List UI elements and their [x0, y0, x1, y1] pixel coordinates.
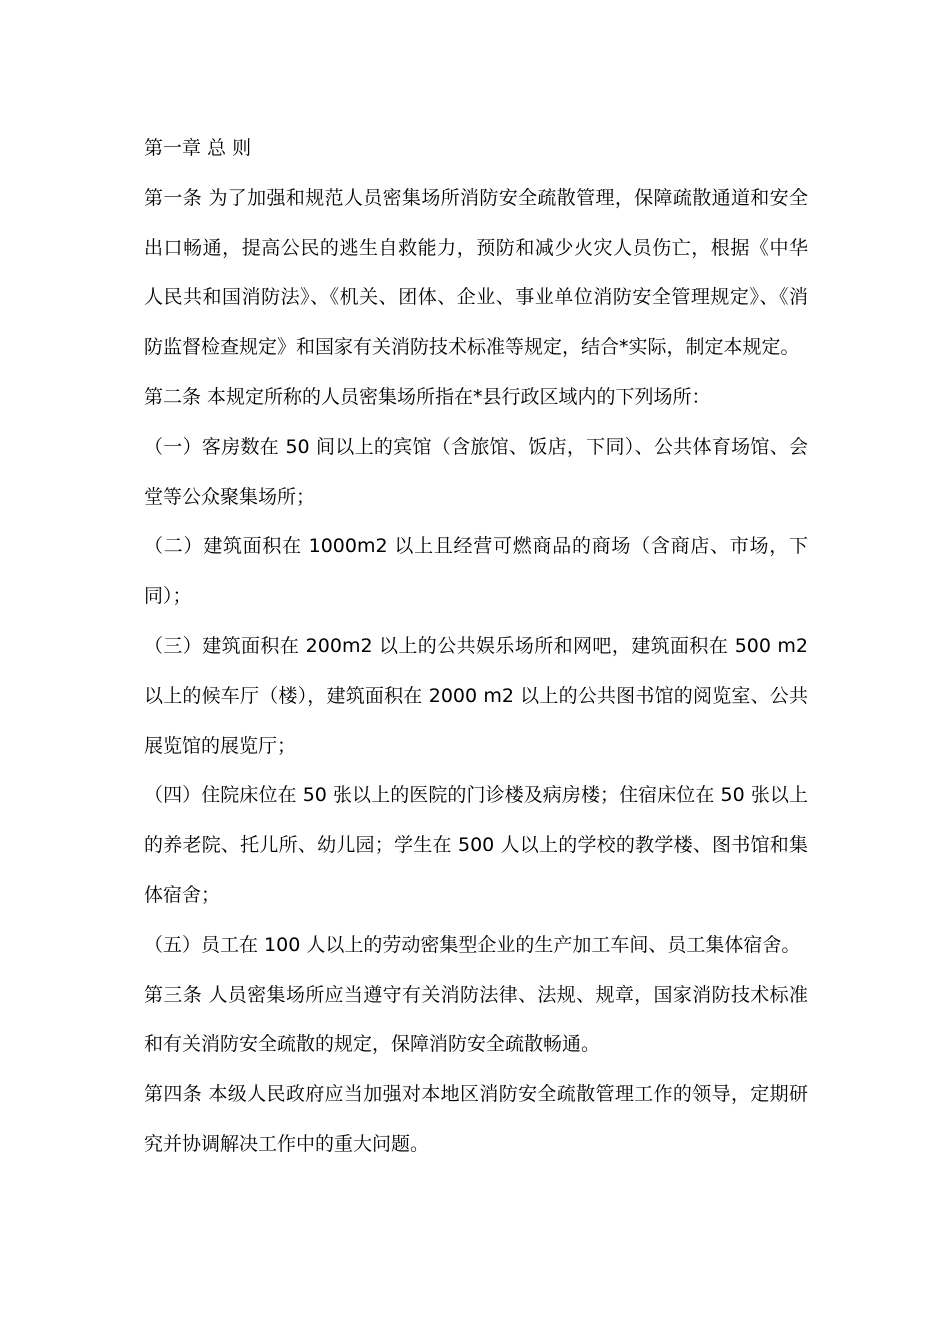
article-4-paragraph: 第四条 本级人民政府应当加强对本地区消防安全疏散管理工作的领导，定期研究并协调解决工作中的重大问题。	[144, 1083, 808, 1155]
chapter-title: 第一章 总 则	[144, 137, 252, 159]
item-4-paragraph: （四）住院床位在 50 张以上的医院的门诊楼及病房楼；住宿床位在 50 张以上的养老院、托儿所、幼儿园；学生在 500 人以上的学校的教学楼、图书馆和集体宿舍；	[144, 784, 808, 906]
item-5-paragraph: （五）员工在 100 人以上的劳动密集型企业的生产加工车间、员工集体宿舍。	[144, 933, 801, 956]
article-3-paragraph: 第三条 人员密集场所应当遵守有关消防法律、法规、规章，国家消防技术标准和有关消防安全疏散的规定，保障消防安全疏散畅通。	[144, 983, 808, 1056]
item-1-paragraph: （一）客房数在 50 间以上的宾馆（含旅馆、饭店，下同）、公共体育场馆、会堂等公众聚集场所；	[144, 435, 808, 508]
article-2-paragraph: 第二条 本规定所称的人员密集场所指在*县行政区域内的下列场所：	[144, 385, 711, 408]
item-2-paragraph: （二）建筑面积在 1000m2 以上且经营可燃商品的商场（含商店、市场，下同）；	[144, 535, 808, 608]
article-1-paragraph: 第一条 为了加强和规范人员密集场所消防安全疏散管理，保障疏散通道和安全出口畅通，提高公民的逃生自救能力，预防和减少火灾人员伤亡，根据《中华人民共和国消防法》、《机关、团体、企业、事业单位消防安全管理规定》、《消防监督检查规定》和国家有关消防技术标准等规定，结合*实际，制定本规定。	[144, 186, 808, 359]
document-page	[144, 124, 808, 1170]
item-3-paragraph: （三）建筑面积在 200m2 以上的公共娱乐场所和网吧，建筑面积在 500 m2 以上的候车厅（楼），建筑面积在 2000 m2 以上的公共图书馆的阅览室、公共展览馆的展览厅；	[144, 634, 808, 757]
